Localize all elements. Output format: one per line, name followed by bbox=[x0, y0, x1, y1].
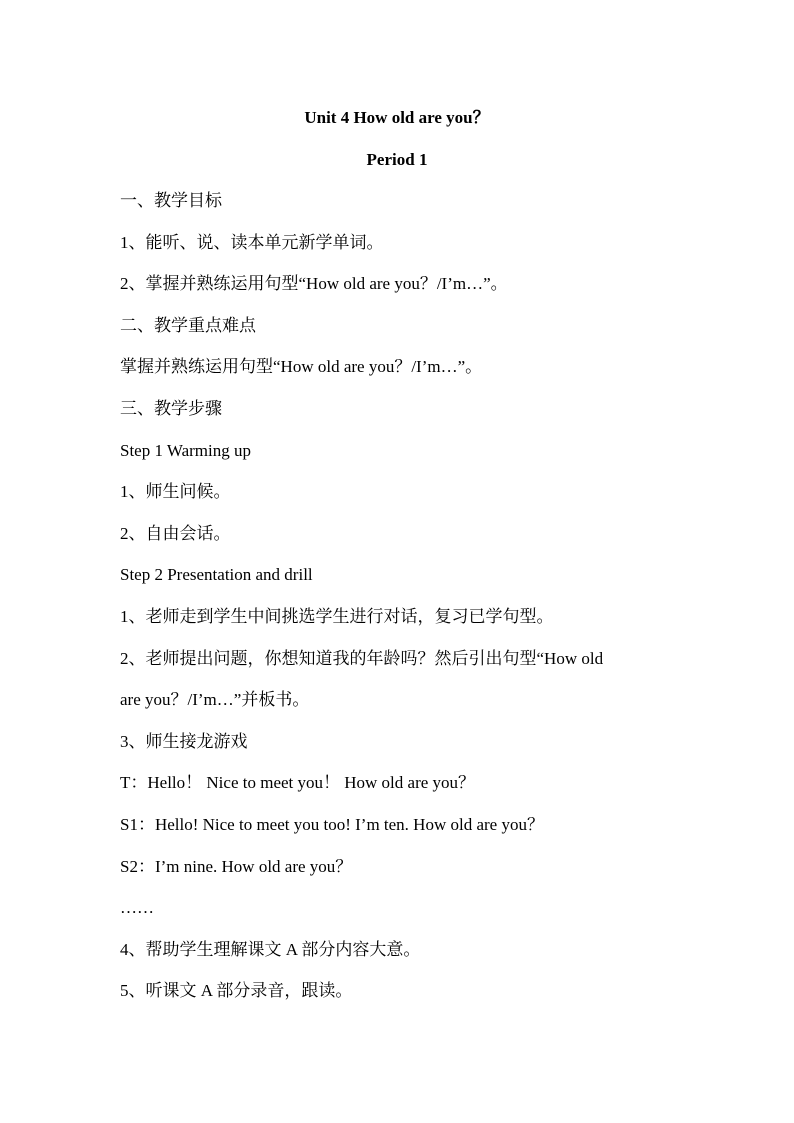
step-heading: Step 2 Presentation and drill bbox=[120, 565, 313, 584]
ellipsis-line: …… bbox=[120, 898, 154, 917]
document-title: Unit 4 How old are you？ bbox=[304, 108, 490, 127]
dialogue-line: T：Hello！ Nice to meet you！ How old are you？ bbox=[120, 773, 476, 792]
paragraph-line: 2、老师提出问题，你想知道我的年龄吗？然后引出句型“How old bbox=[120, 649, 604, 668]
paragraph-line: 4、帮助学生理解课文 A 部分内容大意。 bbox=[120, 940, 421, 959]
paragraph-line: are you？/I’m…”并板书。 bbox=[120, 690, 310, 709]
paragraph-line: 掌握并熟练运用句型“How old are you？/I’m…”。 bbox=[120, 357, 483, 376]
section-heading-key-points: 二、教学重点难点 bbox=[120, 316, 256, 335]
dialogue-line: S2：I’m nine. How old are you？ bbox=[120, 857, 353, 876]
paragraph-line: 1、师生问候。 bbox=[120, 482, 231, 501]
document-subtitle: Period 1 bbox=[366, 150, 428, 169]
dialogue-line: S1：Hello! Nice to meet you too! I’m ten. How old are you？ bbox=[120, 815, 544, 834]
section-heading-steps: 三、教学步骤 bbox=[120, 399, 222, 418]
paragraph-line: 5、听课文 A 部分录音，跟读。 bbox=[120, 981, 353, 1000]
step-heading: Step 1 Warming up bbox=[120, 441, 252, 460]
paragraph-line: 1、老师走到学生中间挑选学生进行对话，复习已学句型。 bbox=[120, 607, 554, 626]
paragraph-line: 1、能听、说、读本单元新学单词。 bbox=[120, 233, 384, 252]
paragraph-line: 2、掌握并熟练运用句型“How old are you？/I’m…”。 bbox=[120, 274, 508, 293]
paragraph-line: 2、自由会话。 bbox=[120, 524, 231, 543]
section-heading-objectives: 一、教学目标 bbox=[120, 191, 222, 210]
paragraph-line: 3、师生接龙游戏 bbox=[120, 732, 248, 751]
